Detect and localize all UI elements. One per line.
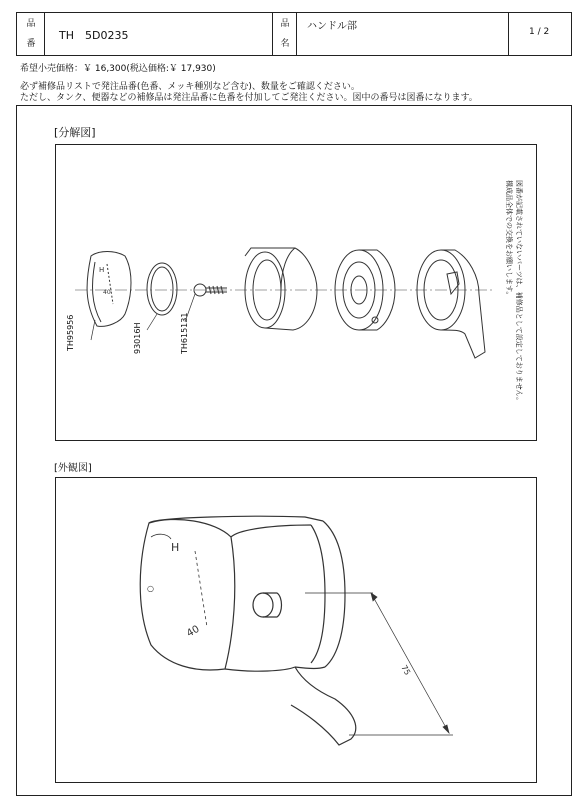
external-view-title: [外観図] [54,463,92,474]
part-label-93016h: 93016H [133,322,142,354]
part-name-cell [297,13,509,55]
handle-lever-part [417,250,485,358]
hinmei-label-cell [273,13,297,55]
page-number: 1 / 2 [529,27,550,37]
header-table [16,12,572,56]
hinban-label-1: 品 [26,19,36,29]
svg-text:40: 40 [185,623,202,640]
hinmei-label-1: 品 [280,19,290,29]
tick-marks [195,551,207,627]
svg-text:H: H [99,266,105,274]
hinmei-label-2: 名 [280,39,290,49]
part-name: ハンドル部 [307,21,357,32]
price-line: 希望小売価格：￥ 16,300(税込価格:￥ 17,930) [20,64,216,74]
svg-text:40: 40 [103,289,111,296]
page-cell [509,13,571,55]
external-view-drawing [55,477,537,783]
o-ring-part [147,263,177,315]
dimension-lines [305,593,453,735]
part-label-th95956: TH95956 [66,314,75,351]
dimension-value: 75 [399,663,413,677]
handle-sleeve-part [245,248,317,330]
part-number: TH 5D0235 [59,29,129,42]
side-note-line-2: 構成品全体での交換をお願いします。 [505,180,513,299]
scale-markings [147,541,202,640]
svg-text:H: H [171,541,180,554]
exploded-view-drawing [55,144,537,441]
part-label-th615131: TH615131 [180,312,189,354]
svg-text:○: ○ [147,584,154,593]
notice-line-2: ただし、タンク、便器などの補修品は発注品番に色番を付加してご発注ください。図中の番号は図番になります。 [20,93,478,103]
hinban-label-cell [17,13,45,55]
side-note-line-1: 図番が記載されていないパーツは、補修品として設定しておりません。 [515,180,523,405]
part-number-cell [45,13,273,55]
hinban-label-2: 番 [26,39,36,49]
handle-cap-part [87,252,131,327]
exploded-view-title: [分解図] [54,126,96,139]
notice-line-1: 必ず補修品リストで発注品番(色番、メッキ種別など含む)、数量をご確認ください。 [20,82,360,92]
